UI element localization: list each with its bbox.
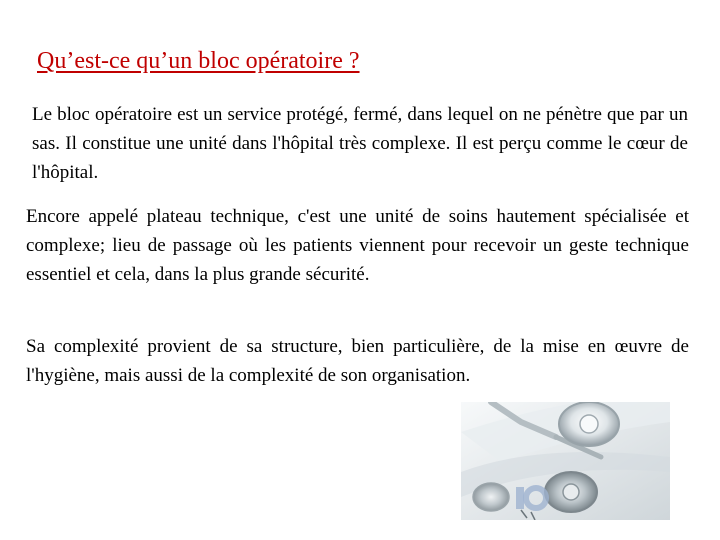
- operating-room-lights-photo: [461, 402, 670, 520]
- paragraph-complexite: Sa complexité provient de sa structure, bien particulière, de la mise en œuvre de l'hygiène, mais aussi de la complexité de son organisation.: [26, 336, 689, 386]
- paragraph-plateau-technique: Encore appelé plateau technique, c'est une unité de soins hautement spécialisée et complexe; lieu de passage où les patients viennent pour recevoir un geste technique essentiel et cela, dans la plus grande sécurité.: [26, 206, 689, 285]
- paragraph-definition: Le bloc opératoire est un service protégé, fermé, dans lequel on ne pénètre que par un sas. Il constitue une unité dans l'hôpital très complexe. Il est perçu comme le cœur de l'hôpital.: [32, 104, 688, 183]
- slide-title: Qu’est-ce qu’un bloc opératoire ?: [37, 48, 360, 74]
- surgical-lamp-illustration: [461, 402, 670, 520]
